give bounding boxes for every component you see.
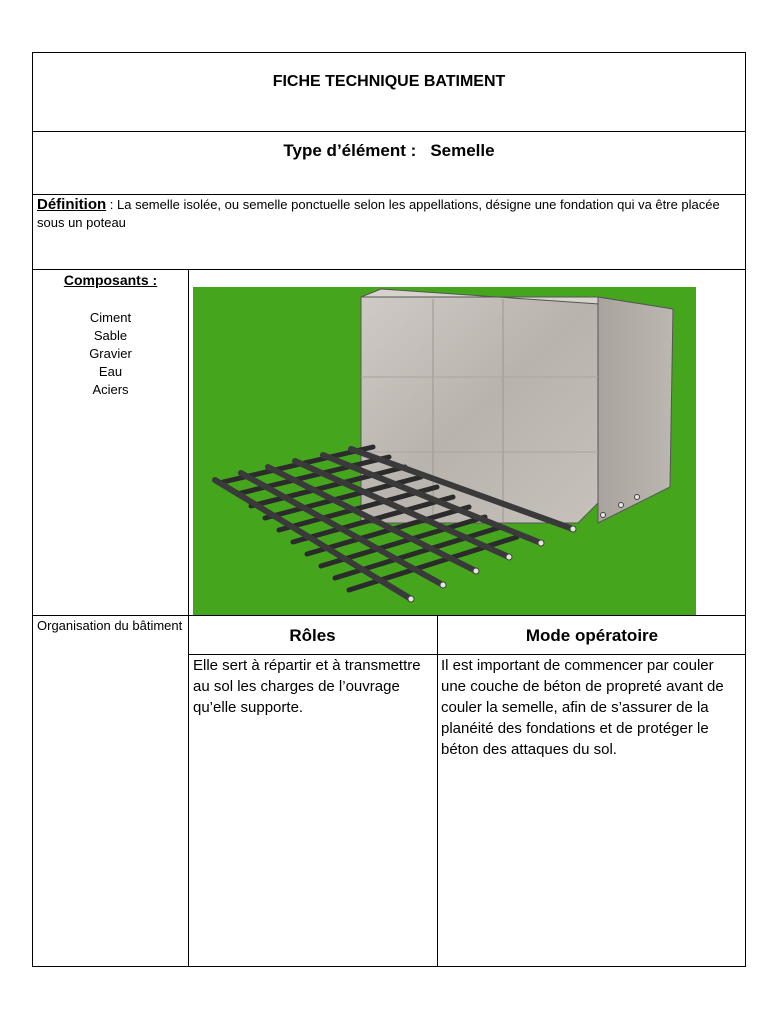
definition-block [37, 196, 739, 232]
list-item: Sable [93, 328, 128, 343]
divider [33, 194, 745, 195]
divider [33, 269, 745, 270]
definition-label: Définition [37, 196, 107, 213]
list-item: Gravier [89, 346, 132, 361]
footing-illustration [193, 287, 696, 615]
list-item: Aciers [92, 382, 129, 397]
roles-header: Rôles [289, 626, 336, 645]
divider [437, 615, 438, 966]
components-list [33, 309, 188, 399]
footing-rebar-illustration-icon [193, 287, 696, 615]
list-item: Ciment [89, 310, 132, 325]
divider [33, 131, 745, 132]
mode-text: Il est important de commencer par couler une couche de béton de propreté avant de couler la semelle, afin de s’assurer de la planéité des fondations et de protéger le béton des attaques du sol. [441, 657, 724, 758]
element-type-label: Type d’élément : [283, 141, 417, 160]
technical-sheet [32, 52, 746, 967]
list-item: Eau [98, 364, 123, 379]
components-title: Composants : [63, 272, 158, 288]
divider [188, 269, 189, 966]
element-type-value: Semelle [430, 141, 495, 160]
mode-header: Mode opératoire [525, 626, 659, 645]
divider [33, 615, 745, 616]
definition-text: : La semelle isolée, ou semelle ponctuelle selon les appellations, désigne une fondation qui va être placée sous un poteau [37, 197, 720, 230]
element-type [33, 141, 745, 161]
organisation-label: Organisation du bâtiment [37, 618, 183, 633]
page-title: FICHE TECHNIQUE BATIMENT [272, 73, 506, 90]
roles-text: Elle sert à répartir et à transmettre au sol les charges de l’ouvrage qu’elle supporte. [193, 657, 421, 716]
